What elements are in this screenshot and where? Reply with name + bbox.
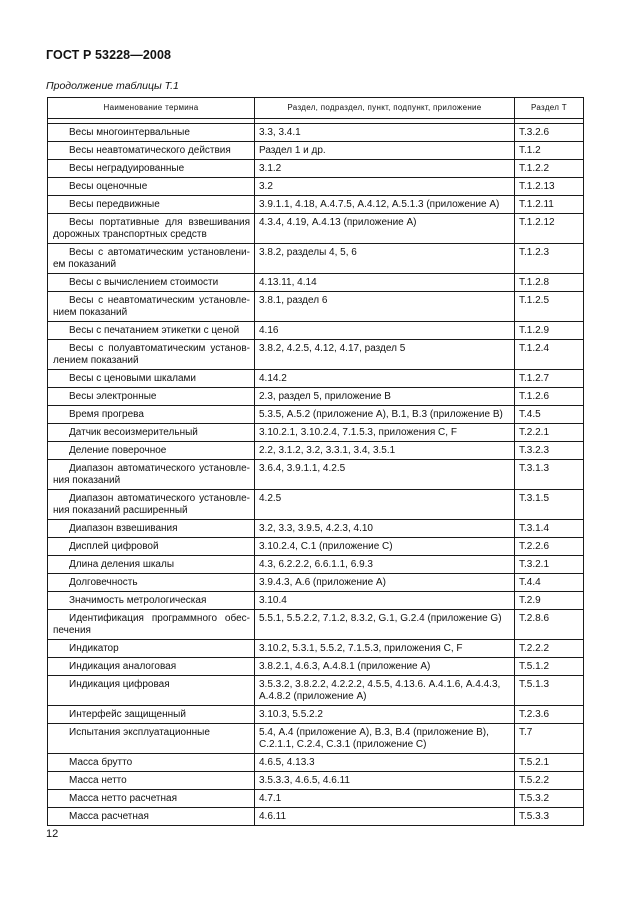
term-cell: Масса брутто bbox=[48, 754, 255, 772]
table-row bbox=[48, 370, 584, 388]
table-row bbox=[48, 754, 584, 772]
table-row bbox=[48, 706, 584, 724]
table-row bbox=[48, 724, 584, 754]
section-cell: Т.4.4 bbox=[515, 574, 584, 592]
term-cell: Весы с автоматическим установлением показаний bbox=[48, 244, 255, 274]
table-row bbox=[48, 274, 584, 292]
table-row bbox=[48, 388, 584, 406]
section-cell: Т.5.3.3 bbox=[515, 808, 584, 826]
reference-cell: 2.2, 3.1.2, 3.2, 3.3.1, 3.4, 3.5.1 bbox=[255, 442, 515, 460]
reference-cell: 3.10.4 bbox=[255, 592, 515, 610]
column-header-reference: Раздел, подраздел, пункт, подпункт, приложение bbox=[255, 98, 515, 119]
reference-cell: 3.5.3.3, 4.6.5, 4.6.11 bbox=[255, 772, 515, 790]
reference-cell: 3.9.4.3, А.6 (приложение А) bbox=[255, 574, 515, 592]
reference-cell: 4.3.4, 4.19, А.4.13 (приложение А) bbox=[255, 214, 515, 244]
section-cell: Т.1.2 bbox=[515, 142, 584, 160]
term-cell: Весы многоинтервальные bbox=[48, 124, 255, 142]
term-cell: Масса нетто расчетная bbox=[48, 790, 255, 808]
section-cell: Т.1.2.11 bbox=[515, 196, 584, 214]
term-cell: Испытания эксплуатационные bbox=[48, 724, 255, 754]
term-cell: Масса расчетная bbox=[48, 808, 255, 826]
section-cell: Т.1.2.8 bbox=[515, 274, 584, 292]
reference-cell: 5.4, А.4 (приложение А), В.3, В.4 (приложение В), С.2.1.1, С.2.4, С.3.1 (приложение С) bbox=[255, 724, 515, 754]
table-row bbox=[48, 556, 584, 574]
term-cell: Долговечность bbox=[48, 574, 255, 592]
table-row bbox=[48, 322, 584, 340]
reference-cell: 2.3, раздел 5, приложение В bbox=[255, 388, 515, 406]
reference-cell: 3.10.2.1, 3.10.2.4, 7.1.5.3, приложения С, F bbox=[255, 424, 515, 442]
term-cell: Весы с вычислением стоимости bbox=[48, 274, 255, 292]
section-cell: Т.5.2.2 bbox=[515, 772, 584, 790]
table-row bbox=[48, 772, 584, 790]
term-cell: Дисплей цифровой bbox=[48, 538, 255, 556]
table-row bbox=[48, 490, 584, 520]
reference-cell: 3.2, 3.3, 3.9.5, 4.2.3, 4.10 bbox=[255, 520, 515, 538]
term-cell: Значимость метрологическая bbox=[48, 592, 255, 610]
term-cell: Датчик весоизмерительный bbox=[48, 424, 255, 442]
table-row bbox=[48, 790, 584, 808]
table-row bbox=[48, 460, 584, 490]
table-row bbox=[48, 658, 584, 676]
table-row bbox=[48, 442, 584, 460]
column-header-term: Наименование термина bbox=[48, 98, 255, 119]
table-row bbox=[48, 340, 584, 370]
section-cell: Т.2.9 bbox=[515, 592, 584, 610]
section-cell: Т.5.1.3 bbox=[515, 676, 584, 706]
term-cell: Весы с полуавтоматическим установлением показаний bbox=[48, 340, 255, 370]
reference-cell: 3.10.2, 5.3.1, 5.5.2, 7.1.5.3, приложения С, F bbox=[255, 640, 515, 658]
reference-cell: 4.13.11, 4.14 bbox=[255, 274, 515, 292]
term-cell: Весы портативные для взвешивания дорожных транспортных средств bbox=[48, 214, 255, 244]
reference-cell: Раздел 1 и др. bbox=[255, 142, 515, 160]
section-cell: Т.1.2.2 bbox=[515, 160, 584, 178]
section-cell: Т.1.2.3 bbox=[515, 244, 584, 274]
reference-cell: 3.8.2, 4.2.5, 4.12, 4.17, раздел 5 bbox=[255, 340, 515, 370]
section-cell: Т.5.3.2 bbox=[515, 790, 584, 808]
section-cell: Т.3.2.3 bbox=[515, 442, 584, 460]
table-row bbox=[48, 610, 584, 640]
term-cell: Диапазон автоматического установления показаний расширенный bbox=[48, 490, 255, 520]
table-row bbox=[48, 406, 584, 424]
reference-cell: 3.1.2 bbox=[255, 160, 515, 178]
section-cell: Т.1.2.7 bbox=[515, 370, 584, 388]
term-cell: Весы с ценовыми шкалами bbox=[48, 370, 255, 388]
section-cell: Т.1.2.5 bbox=[515, 292, 584, 322]
table-row bbox=[48, 538, 584, 556]
table-row bbox=[48, 178, 584, 196]
reference-cell: 4.2.5 bbox=[255, 490, 515, 520]
reference-cell: 4.6.5, 4.13.3 bbox=[255, 754, 515, 772]
reference-cell: 3.2 bbox=[255, 178, 515, 196]
table-row bbox=[48, 574, 584, 592]
table-row bbox=[48, 424, 584, 442]
section-cell: Т.3.1.5 bbox=[515, 490, 584, 520]
section-cell: Т.5.2.1 bbox=[515, 754, 584, 772]
table-row bbox=[48, 592, 584, 610]
section-cell: Т.4.5 bbox=[515, 406, 584, 424]
section-cell: Т.7 bbox=[515, 724, 584, 754]
reference-cell: 5.3.5, А.5.2 (приложение А), В.1, В.3 (приложение В) bbox=[255, 406, 515, 424]
table-caption: Продолжение таблицы Т.1 bbox=[46, 80, 179, 92]
reference-cell: 3.10.2.4, С.1 (приложение С) bbox=[255, 538, 515, 556]
table-body bbox=[48, 119, 584, 826]
table-row bbox=[48, 214, 584, 244]
reference-cell: 4.3, 6.2.2.2, 6.6.1.1, 6.9.3 bbox=[255, 556, 515, 574]
term-cell: Весы неавтоматического действия bbox=[48, 142, 255, 160]
term-cell: Весы электронные bbox=[48, 388, 255, 406]
term-cell: Весы с печатанием этикетки с ценой bbox=[48, 322, 255, 340]
term-cell: Индикация аналоговая bbox=[48, 658, 255, 676]
section-cell: Т.1.2.12 bbox=[515, 214, 584, 244]
term-cell: Идентификация программного обеспечения bbox=[48, 610, 255, 640]
term-cell: Весы передвижные bbox=[48, 196, 255, 214]
reference-cell: 4.7.1 bbox=[255, 790, 515, 808]
table-row bbox=[48, 808, 584, 826]
section-cell: Т.3.1.3 bbox=[515, 460, 584, 490]
table-row bbox=[48, 640, 584, 658]
reference-cell: 3.10.3, 5.5.2.2 bbox=[255, 706, 515, 724]
term-cell: Диапазон автоматического установления показаний bbox=[48, 460, 255, 490]
term-cell: Деление поверочное bbox=[48, 442, 255, 460]
table-row bbox=[48, 160, 584, 178]
table-header-row bbox=[48, 98, 584, 119]
section-cell: Т.1.2.13 bbox=[515, 178, 584, 196]
term-cell: Интерфейс защищенный bbox=[48, 706, 255, 724]
term-cell: Весы с неавтоматическим установлением показаний bbox=[48, 292, 255, 322]
reference-cell: 3.8.1, раздел 6 bbox=[255, 292, 515, 322]
reference-cell: 3.8.2.1, 4.6.3, А.4.8.1 (приложение А) bbox=[255, 658, 515, 676]
table-row bbox=[48, 520, 584, 538]
column-header-section: Раздел Т bbox=[515, 98, 584, 119]
section-cell: Т.2.2.1 bbox=[515, 424, 584, 442]
section-cell: Т.5.1.2 bbox=[515, 658, 584, 676]
section-cell: Т.1.2.6 bbox=[515, 388, 584, 406]
section-cell: Т.2.2.2 bbox=[515, 640, 584, 658]
table-row bbox=[48, 292, 584, 322]
table-row bbox=[48, 196, 584, 214]
table-row bbox=[48, 676, 584, 706]
term-cell: Время прогрева bbox=[48, 406, 255, 424]
section-cell: Т.2.3.6 bbox=[515, 706, 584, 724]
term-cell: Весы неградуированные bbox=[48, 160, 255, 178]
reference-cell: 4.16 bbox=[255, 322, 515, 340]
page-number: 12 bbox=[46, 828, 59, 840]
section-cell: Т.3.2.6 bbox=[515, 124, 584, 142]
section-cell: Т.1.2.4 bbox=[515, 340, 584, 370]
reference-cell: 3.3, 3.4.1 bbox=[255, 124, 515, 142]
reference-cell: 4.14.2 bbox=[255, 370, 515, 388]
terms-table bbox=[47, 97, 584, 826]
term-cell: Индикация цифровая bbox=[48, 676, 255, 706]
term-cell: Весы оценочные bbox=[48, 178, 255, 196]
term-cell: Индикатор bbox=[48, 640, 255, 658]
section-cell: Т.3.2.1 bbox=[515, 556, 584, 574]
table-row bbox=[48, 244, 584, 274]
reference-cell: 3.6.4, 3.9.1.1, 4.2.5 bbox=[255, 460, 515, 490]
document-code: ГОСТ Р 53228—2008 bbox=[46, 48, 172, 62]
term-cell: Масса нетто bbox=[48, 772, 255, 790]
reference-cell: 3.5.3.2, 3.8.2.2, 4.2.2.2, 4.5.5, 4.13.6. А.4.1.6, А.4.4.3, А.4.8.2 (приложение А) bbox=[255, 676, 515, 706]
section-cell: Т.1.2.9 bbox=[515, 322, 584, 340]
reference-cell: 3.8.2, разделы 4, 5, 6 bbox=[255, 244, 515, 274]
section-cell: Т.2.8.6 bbox=[515, 610, 584, 640]
term-cell: Длина деления шкалы bbox=[48, 556, 255, 574]
section-cell: Т.2.2.6 bbox=[515, 538, 584, 556]
reference-cell: 4.6.11 bbox=[255, 808, 515, 826]
reference-cell: 3.9.1.1, 4.18, А.4.7.5, А.4.12, А.5.1.3 (приложение А) bbox=[255, 196, 515, 214]
table-row bbox=[48, 124, 584, 142]
reference-cell: 5.5.1, 5.5.2.2, 7.1.2, 8.3.2, G.1, G.2.4 (приложение G) bbox=[255, 610, 515, 640]
section-cell: Т.3.1.4 bbox=[515, 520, 584, 538]
table-row bbox=[48, 142, 584, 160]
term-cell: Диапазон взвешивания bbox=[48, 520, 255, 538]
